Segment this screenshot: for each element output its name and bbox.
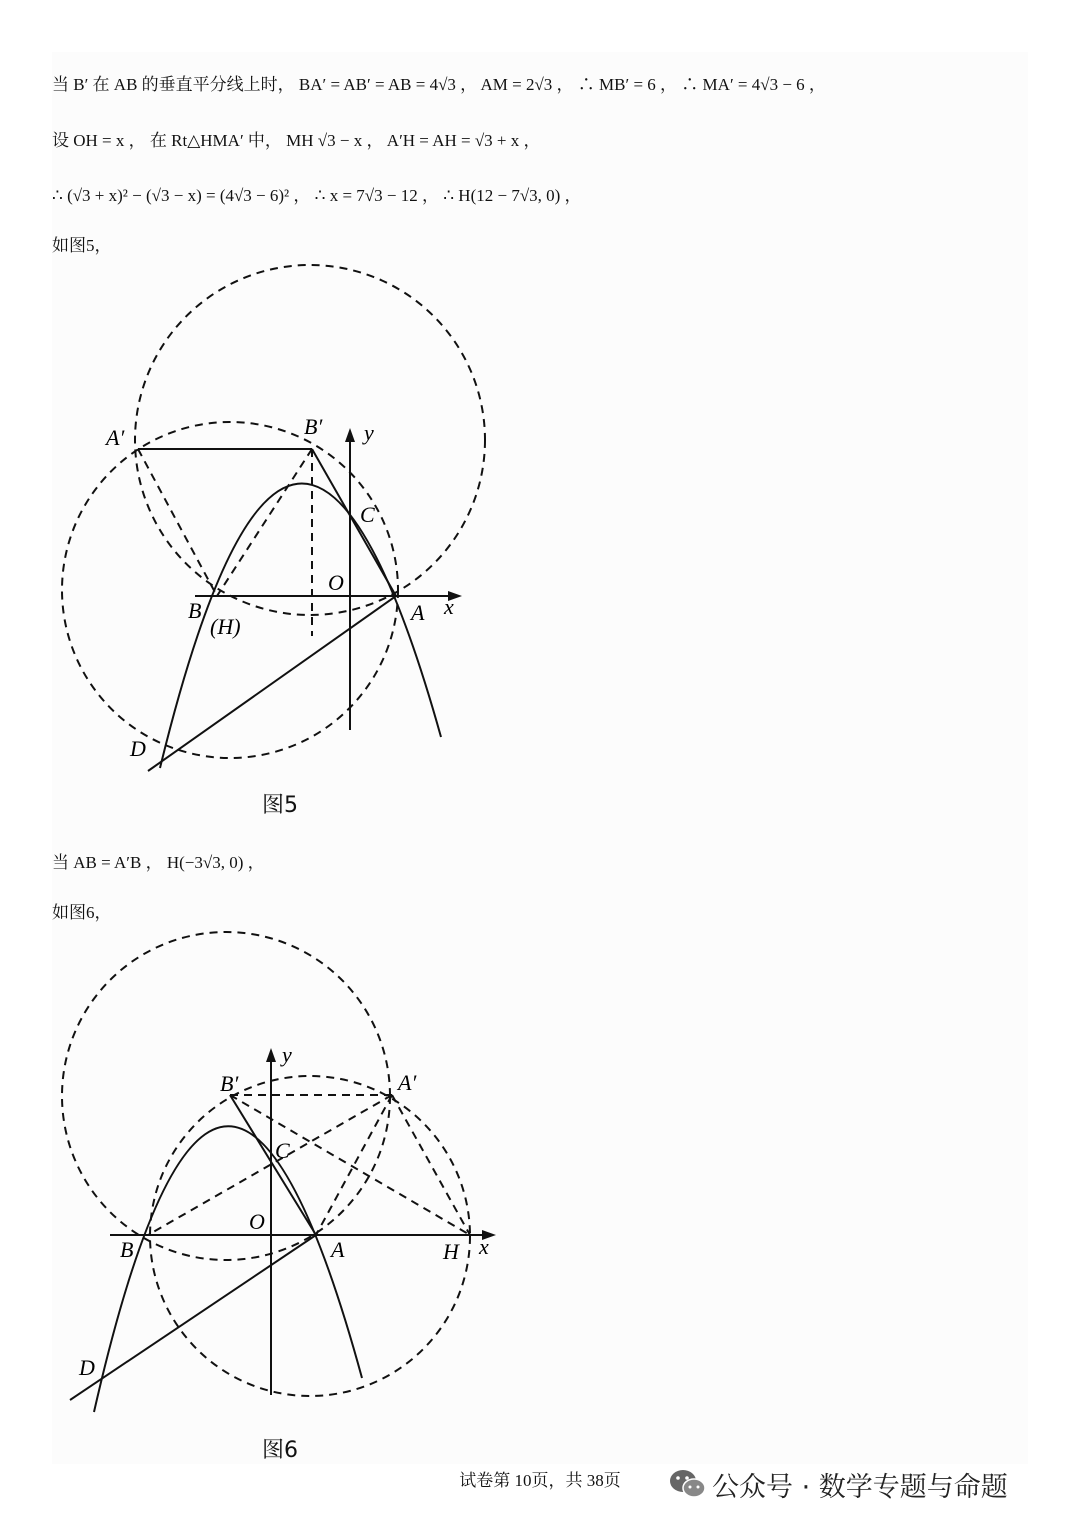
wechat-icon: [668, 1468, 706, 1500]
solution-line-2: 设 OH = x ， 在 Rt△HMA′ 中， MH √3 − x ， A′H = AH = √3 + x ，: [52, 131, 541, 150]
fig5-label-O: O: [328, 570, 344, 595]
page-footer: 试卷第 10页，共 38页: [459, 1471, 621, 1490]
figure-5-caption: 图5: [262, 793, 298, 818]
fig6-label-x: x: [479, 1234, 489, 1259]
fig5-label-C: C: [360, 502, 375, 527]
watermark: [668, 1462, 1008, 1506]
fig6-line-BprimeA: [230, 1095, 316, 1235]
fig6-label-O: O: [249, 1209, 265, 1234]
fig5-label-A: A: [411, 600, 425, 625]
fig6-label-C: C: [275, 1138, 290, 1163]
solution-line-1: 当 B′ 在 AB 的垂直平分线上时， BA′ = AB′ = AB = 4√3 ， AM = 2√3 ， ∴ MB′ = 6 ， ∴ MA′ = 4√3 − 6 ，: [52, 75, 826, 94]
fig6-y-arrow: [266, 1048, 276, 1062]
fig5-label-Bprime: B′: [304, 414, 323, 439]
fig5-label-D: D: [130, 736, 146, 761]
figure-6-caption: 图6: [262, 1438, 298, 1463]
solution-line-3: ∴ (√3 + x)² − (√3 − x) = (4√3 − 6)² ， ∴ x = 7√3 − 12 ， ∴ H(12 − 7√3, 0) ，: [52, 186, 582, 205]
fig6-dash-AprimeH: [392, 1095, 470, 1235]
fig5-label-B: B: [188, 598, 202, 623]
solution-line-6: 如图6，: [52, 903, 112, 922]
solution-line-4: 如图5，: [52, 236, 112, 255]
fig6-circle-large: [62, 932, 390, 1260]
fig5-label-x: x: [444, 594, 454, 619]
fig6-line-AD: [70, 1235, 316, 1400]
fig5-label-y: y: [364, 420, 374, 445]
watermark-text: 公众号 · 数学专题与命题: [712, 1471, 1008, 1503]
fig6-label-B: B: [120, 1237, 134, 1262]
solution-line-5: 当 AB = A′B ， H(−3√3, 0) ，: [52, 853, 265, 872]
fig5-label-Aprime: A′: [106, 425, 125, 450]
fig6-label-Aprime: A′: [398, 1070, 417, 1095]
fig6-label-H: H: [443, 1239, 459, 1264]
fig6-label-y: y: [282, 1042, 292, 1067]
fig6-label-Bprime: B′: [220, 1071, 239, 1096]
fig5-label-H: (H): [210, 614, 241, 639]
fig6-parabola: [94, 1126, 362, 1412]
fig6-dash-BprimeH: [230, 1095, 470, 1235]
fig6-label-D: D: [79, 1355, 95, 1380]
fig6-label-A: A: [331, 1237, 345, 1262]
